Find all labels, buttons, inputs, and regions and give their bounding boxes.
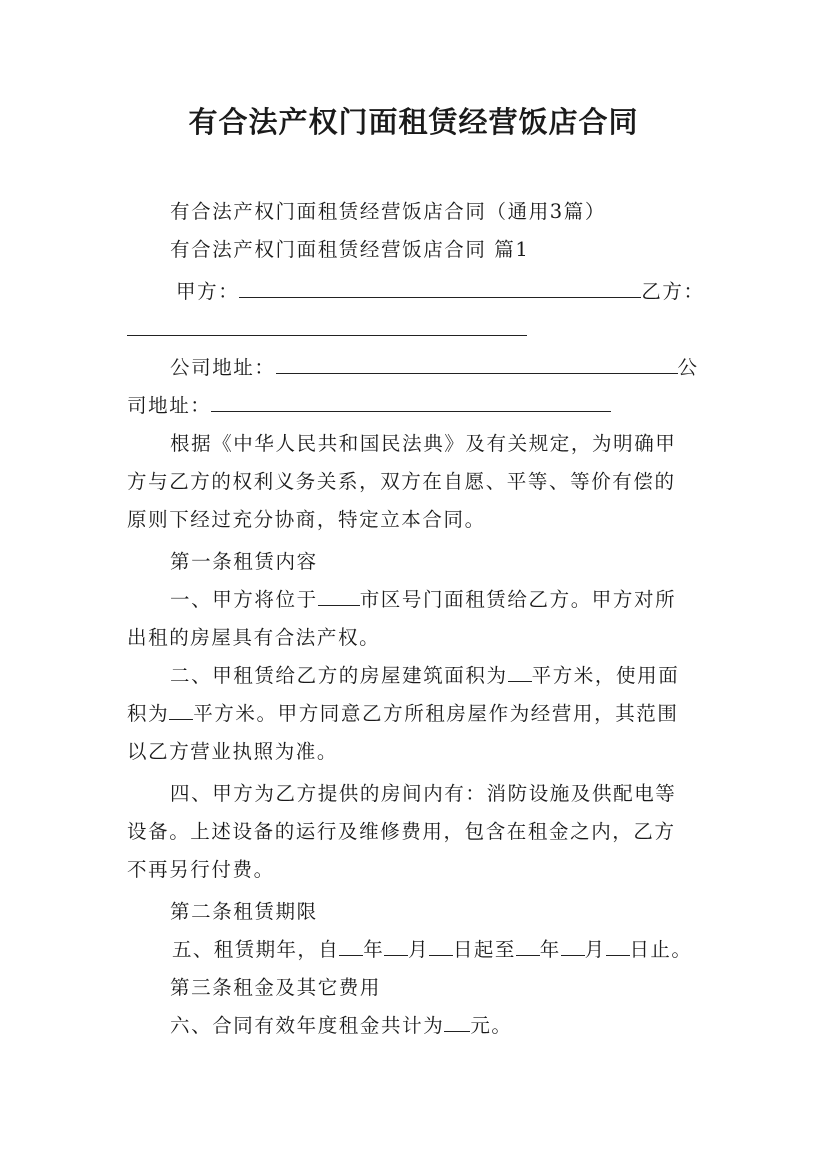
address-b-line [127, 393, 611, 419]
clause-5-text: 日起至 [453, 938, 516, 961]
end-month-blank [561, 937, 585, 956]
clause-5-text: 年 [539, 938, 561, 961]
clause-5-text: 年 [363, 938, 385, 961]
end-year-blank [516, 937, 540, 956]
clause-2-line [170, 663, 679, 689]
start-day-blank [429, 937, 453, 956]
preamble-line: 原则下经过充分协商，特定立本合同。 [127, 508, 486, 531]
clause-1-text: 一、甲方将位于 [170, 588, 318, 611]
clause-5-line [172, 937, 692, 963]
address-b-label-start: 公 [677, 356, 699, 379]
address-a-line [170, 355, 699, 381]
address-a-blank [276, 355, 678, 374]
clause-4-line: 不再另行付费。 [127, 858, 275, 881]
usable-area-blank [169, 701, 193, 720]
clause-2-line [127, 701, 679, 727]
clause-5-text: 月 [584, 938, 606, 961]
clause-4-line: 四、甲方为乙方提供的房间内有：消防设施及供配电等 [170, 782, 677, 805]
clause-5-text: 五、租赁期年，自 [172, 938, 340, 961]
clause-2-text: 二、甲租赁给乙方的房屋建筑面积为 [170, 664, 508, 687]
party-b-line [127, 317, 527, 343]
article-1-heading: 第一条租赁内容 [170, 550, 318, 573]
clause-2-text: 积为 [127, 702, 170, 725]
preamble-line: 方与乙方的权利义务关系，双方在自愿、平等、等价有偿的 [127, 470, 676, 493]
start-year-blank [339, 937, 363, 956]
party-a-label: 甲方： [176, 280, 240, 303]
preamble-line: 根据《中华人民共和国民法典》及有关规定，为明确甲 [170, 432, 677, 455]
clause-4-line: 设备。上述设备的运行及维修费用，包含在租金之内，乙方 [127, 820, 676, 843]
clause-5-text: 月 [408, 938, 430, 961]
clause-6-line [170, 1013, 513, 1039]
building-area-blank [508, 663, 532, 682]
part-heading: 有合法产权门面租赁经营饭店合同 篇1 [170, 238, 530, 261]
location-blank [318, 587, 360, 606]
clause-2-text: 平方米，使用面 [531, 664, 680, 687]
party-a-line [176, 279, 705, 305]
address-a-label: 公司地址： [170, 356, 276, 379]
article-2-heading: 第二条租赁期限 [170, 900, 318, 923]
party-b-blank [127, 317, 527, 336]
address-b-blank [211, 393, 611, 412]
clause-5-text: 日止。 [629, 938, 693, 961]
article-3-heading: 第三条租金及其它费用 [170, 976, 382, 999]
party-b-label: 乙方： [641, 280, 705, 303]
document-subtitle: 有合法产权门面租赁经营饭店合同（通用3篇） [170, 200, 607, 223]
clause-6-text: 元。 [470, 1014, 513, 1037]
clause-1-line [170, 587, 676, 613]
party-a-blank [239, 279, 641, 298]
document-title: 有合法产权门面租赁经营饭店合同 [188, 105, 639, 139]
clause-6-text: 六、合同有效年度租金共计为 [170, 1014, 445, 1037]
rent-amount-blank [444, 1013, 470, 1032]
start-month-blank [384, 937, 408, 956]
address-b-label-end: 司地址： [127, 394, 212, 417]
end-day-blank [606, 937, 630, 956]
clause-2-line: 以乙方营业执照为准。 [127, 740, 339, 763]
clause-1-line: 出租的房屋具有合法产权。 [127, 626, 381, 649]
clause-1-text: 市区号门面租赁给乙方。甲方对所 [359, 588, 677, 611]
clause-2-text: 平方米。甲方同意乙方所租房屋作为经营用，其范围 [193, 702, 679, 725]
